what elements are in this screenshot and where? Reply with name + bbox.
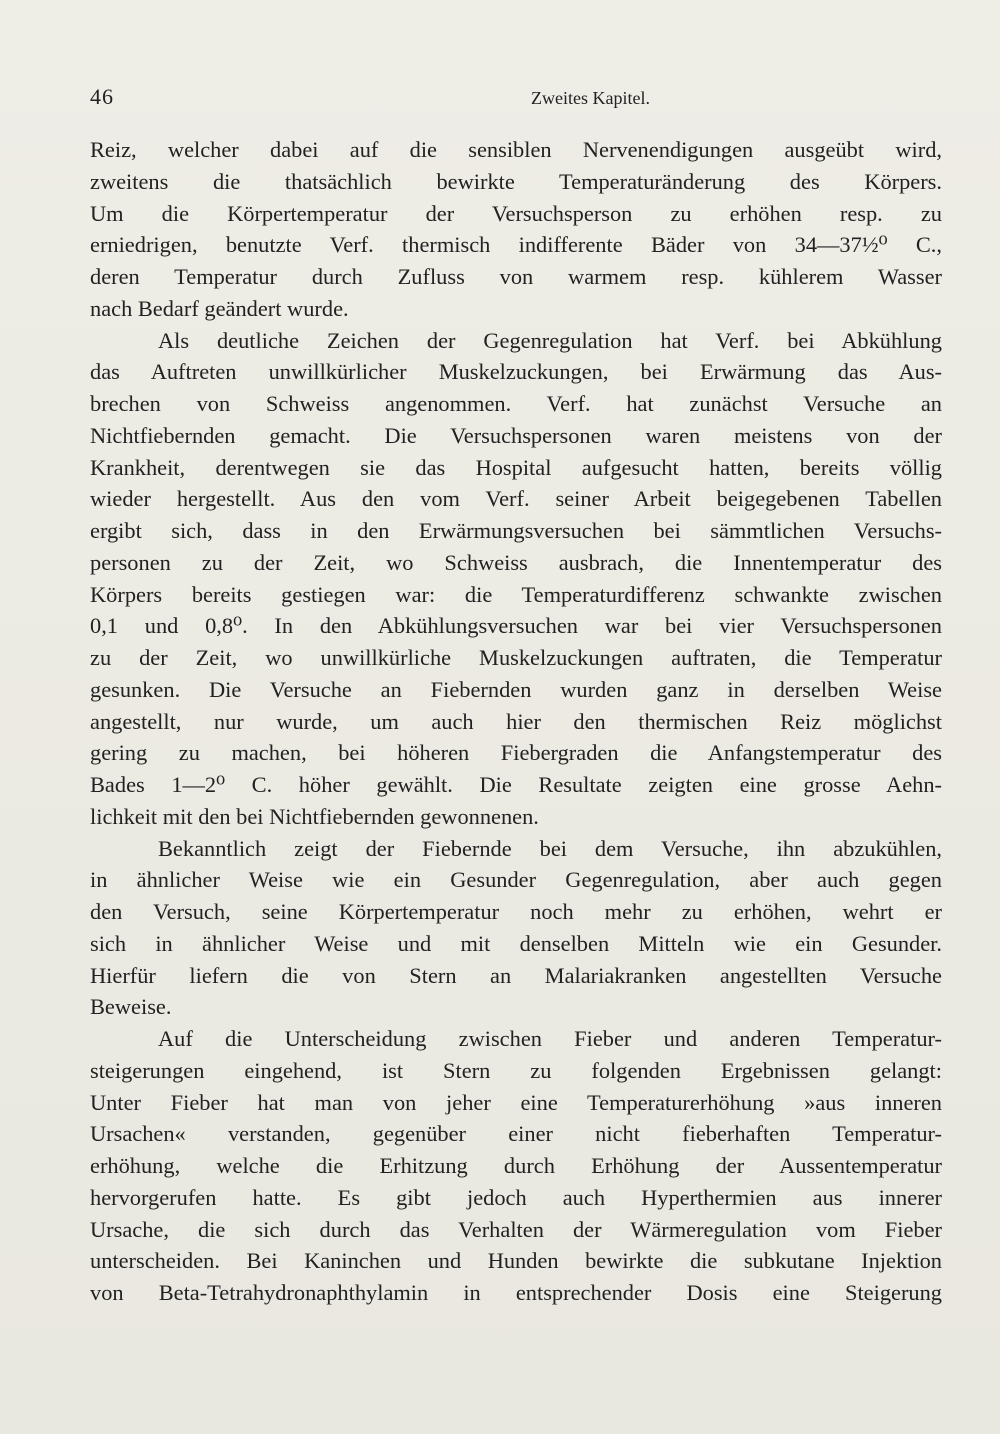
text-line: das Auftreten unwillkürlicher Muskelzuckungen, bei Erwärmung das Aus- bbox=[90, 359, 942, 385]
text-line: gesunken. Die Versuche an Fiebernden wurden ganz in derselben Weise bbox=[90, 676, 942, 702]
text-line: Um die Körpertemperatur der Versuchsperson zu erhöhen resp. zu bbox=[90, 200, 942, 226]
text-line: Krankheit, derentwegen sie das Hospital aufgesucht hatten, bereits völlig bbox=[90, 454, 942, 480]
text-line: 0,1 und 0,8⁰. In den Abkühlungsversuchen war bei vier Versuchspersonen bbox=[90, 613, 942, 639]
text-line: hervorgerufen hatte. Es gibt jedoch auch Hyperthermien aus innerer bbox=[90, 1184, 942, 1210]
text-line: den Versuch, seine Körpertemperatur noch mehr zu erhöhen, wehrt er bbox=[90, 899, 942, 924]
text-line: angestellt, nur wurde, um auch hier den thermischen Reiz möglichst bbox=[90, 708, 942, 734]
text-line: steigerungen eingehend, ist Stern zu folgenden Ergebnissen gelangt: bbox=[90, 1057, 942, 1083]
text-line: Hierfür liefern die von Stern an Malariakranken angestellten Versuche bbox=[90, 962, 942, 988]
text-line: Als deutliche Zeichen der Gegenregulation hat Verf. bei Abkühlung bbox=[158, 327, 942, 353]
text-line: brechen von Schweiss angenommen. Verf. hat zunächst Versuche an bbox=[90, 391, 942, 416]
text-line: ergibt sich, dass in den Erwärmungsversuchen bei sämmtlichen Versuchs- bbox=[90, 518, 942, 543]
text-line: sich in ähnlicher Weise und mit denselben Mitteln wie ein Gesunder. bbox=[90, 930, 942, 956]
text-line: lichkeit mit den bei Nichtfiebernden gewonnenen. bbox=[90, 803, 539, 829]
text-line: unterscheiden. Bei Kaninchen und Hunden bewirkte die subkutane Injektion bbox=[90, 1248, 942, 1274]
text-line: Körpers bereits gestiegen war: die Temperaturdifferenz schwankte zwischen bbox=[90, 581, 942, 607]
text-line: Ursachen« verstanden, gegenüber einer nicht fieberhaften Temperatur- bbox=[90, 1121, 942, 1147]
text-line: zweitens die thatsächlich bewirkte Temperaturänderung des Körpers. bbox=[90, 168, 942, 194]
body-text bbox=[90, 134, 942, 1309]
text-line: Ursache, die sich durch das Verhalten der Wärmeregulation vom Fieber bbox=[90, 1216, 942, 1242]
text-line: Bekanntlich zeigt der Fiebernde bei dem Versuche, ihn abzukühlen, bbox=[158, 835, 942, 861]
text-line: von Beta-Tetrahydronaphthylamin in entsprechender Dosis eine Steigerung bbox=[90, 1280, 942, 1305]
text-line: erhöhung, welche die Erhitzung durch Erhöhung der Aussentemperatur bbox=[90, 1153, 942, 1178]
text-line: in ähnlicher Weise wie ein Gesunder Gegenregulation, aber auch gegen bbox=[90, 867, 942, 893]
text-line: deren Temperatur durch Zufluss von warmem resp. kühlerem Wasser bbox=[90, 264, 942, 289]
running-head: Zweites Kapitel. bbox=[531, 88, 650, 108]
text-line: Bades 1—2⁰ C. höher gewählt. Die Resultate zeigten eine grosse Aehn- bbox=[90, 772, 942, 797]
text-line: Reiz, welcher dabei auf die sensiblen Nervenendigungen ausgeübt wird, bbox=[90, 137, 942, 162]
text-line: nach Bedarf geändert wurde. bbox=[90, 295, 349, 321]
text-line: Unter Fieber hat man von jeher eine Temperaturerhöhung »aus inneren bbox=[90, 1089, 942, 1115]
page-number: 46 bbox=[90, 84, 114, 109]
text-line: gering zu machen, bei höheren Fiebergraden die Anfangstemperatur des bbox=[90, 740, 942, 766]
text-line: zu der Zeit, wo unwillkürliche Muskelzuckungen auftraten, die Temperatur bbox=[90, 645, 942, 670]
text-line: Auf die Unterscheidung zwischen Fieber und anderen Temperatur- bbox=[158, 1026, 942, 1051]
page-header bbox=[90, 84, 940, 114]
text-line: wieder hergestellt. Aus den vom Verf. seiner Arbeit beigegebenen Tabellen bbox=[90, 486, 942, 512]
text-line: personen zu der Zeit, wo Schweiss ausbrach, die Innentemperatur des bbox=[90, 549, 942, 575]
text-line: Beweise. bbox=[90, 994, 172, 1020]
text-line: erniedrigen, benutzte Verf. thermisch indifferente Bäder von 34—37½⁰ C., bbox=[90, 232, 942, 258]
text-line: Nichtfiebernden gemacht. Die Versuchspersonen waren meistens von der bbox=[90, 422, 942, 448]
